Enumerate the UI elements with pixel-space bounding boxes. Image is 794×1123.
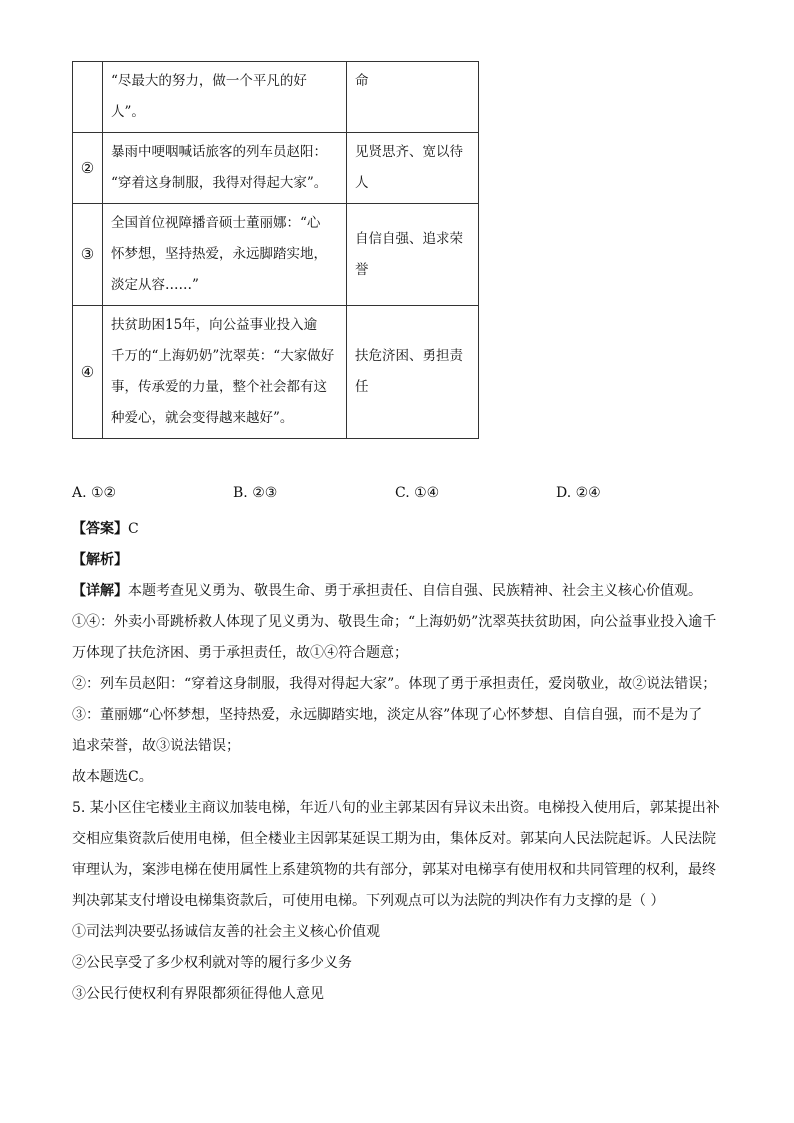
row-number: ④ bbox=[73, 306, 103, 439]
option-a: A. ①② bbox=[72, 485, 117, 501]
text-line: ②：列车员赵阳：“穿着这身制服，我得对得起大家”。体现了勇于承担责任，爱岗敬业，故②说法错误； bbox=[72, 676, 717, 692]
text-line: 追求荣誉，故③说法错误； bbox=[72, 738, 240, 754]
option-b: B. ②③ bbox=[233, 485, 278, 501]
statement-1: ①司法判决要弘扬诚信友善的社会主义核心价值观 bbox=[72, 924, 380, 940]
value-cell: 命 bbox=[347, 62, 479, 133]
answer-value: C bbox=[128, 521, 139, 537]
example-cell: 扶贫助困15年，向公益事业投入逾 千万的“上海奶奶”沈翠英：“大家做好 事，传承爱的力量，整个社会都有这 种爱心，就会变得越来越好”。 bbox=[103, 306, 347, 439]
question-table bbox=[72, 61, 479, 439]
row-number: ③ bbox=[73, 204, 103, 306]
solution-text bbox=[72, 514, 722, 1010]
text-line: 万体现了扶危济困、勇于承担责任，故①④符合题意； bbox=[72, 645, 408, 661]
detail-text: 本题考查见义勇为、敬畏生命、勇于承担责任、自信自强、民族精神、社会主义核心价值观。 bbox=[128, 583, 702, 599]
analysis-line bbox=[72, 545, 722, 576]
question-text-line: 5. 某小区住宅楼业主商议加装电梯，年近八旬的业主郭某因有异议未出资。电梯投入使用后，郭某提出补 bbox=[72, 800, 720, 816]
option-d: D. ②④ bbox=[556, 485, 601, 501]
answer-line bbox=[72, 514, 722, 545]
text-line: ③：董丽娜“心怀梦想，坚持热爱，永远脚踏实地，淡定从容”体现了心怀梦想、自信自强，而不是为了 bbox=[72, 707, 703, 723]
value-cell: 自信自强、追求荣 誉 bbox=[347, 204, 479, 306]
table-row bbox=[73, 306, 479, 439]
question-text-line: 判决郭某支付增设电梯集资款后，可使用电梯。下列观点可以为法院的判决作有力支撑的是（ ） bbox=[72, 893, 665, 909]
table-row bbox=[73, 62, 479, 133]
text-line: ①④：外卖小哥跳桥救人体现了见义勇为、敬畏生命；“上海奶奶”沈翠英扶贫助困，向公益事业投入逾千 bbox=[72, 614, 717, 630]
example-cell: “尽最大的努力，做一个平凡的好 人”。 bbox=[103, 62, 347, 133]
answer-options bbox=[72, 485, 722, 509]
table-row bbox=[73, 133, 479, 204]
example-cell: 全国首位视障播音硕士董丽娜：“心 怀梦想，坚持热爱，永远脚踏实地， 淡定从容……” bbox=[103, 204, 347, 306]
table-row bbox=[73, 204, 479, 306]
value-cell: 见贤思齐、宽以待 人 bbox=[347, 133, 479, 204]
question-text-line: 交相应集资款后使用电梯，但全楼业主因郭某延误工期为由，集体反对。郭某向人民法院起诉。人民法院 bbox=[72, 831, 716, 847]
statement-3: ③公民行使权利有界限都须征得他人意见 bbox=[72, 986, 324, 1002]
row-number bbox=[73, 62, 103, 133]
statement-2: ②公民享受了多少权利就对等的履行多少义务 bbox=[72, 955, 352, 971]
text-line: 故本题选C。 bbox=[72, 769, 153, 785]
value-cell: 扶危济困、勇担责 任 bbox=[347, 306, 479, 439]
answer-tag: 【答案】 bbox=[72, 521, 128, 537]
detail-line bbox=[72, 576, 722, 607]
analysis-tag: 【解析】 bbox=[72, 552, 128, 568]
option-c: C. ①④ bbox=[395, 485, 440, 501]
row-number: ② bbox=[73, 133, 103, 204]
example-cell: 暴雨中哽咽喊话旅客的列车员赵阳： “穿着这身制服，我得对得起大家”。 bbox=[103, 133, 347, 204]
detail-tag: 【详解】 bbox=[72, 583, 128, 599]
question-text-line: 审理认为，案涉电梯在使用属性上系建筑物的共有部分，郭某对电梯享有使用权和共同管理的权利，最终 bbox=[72, 862, 716, 878]
